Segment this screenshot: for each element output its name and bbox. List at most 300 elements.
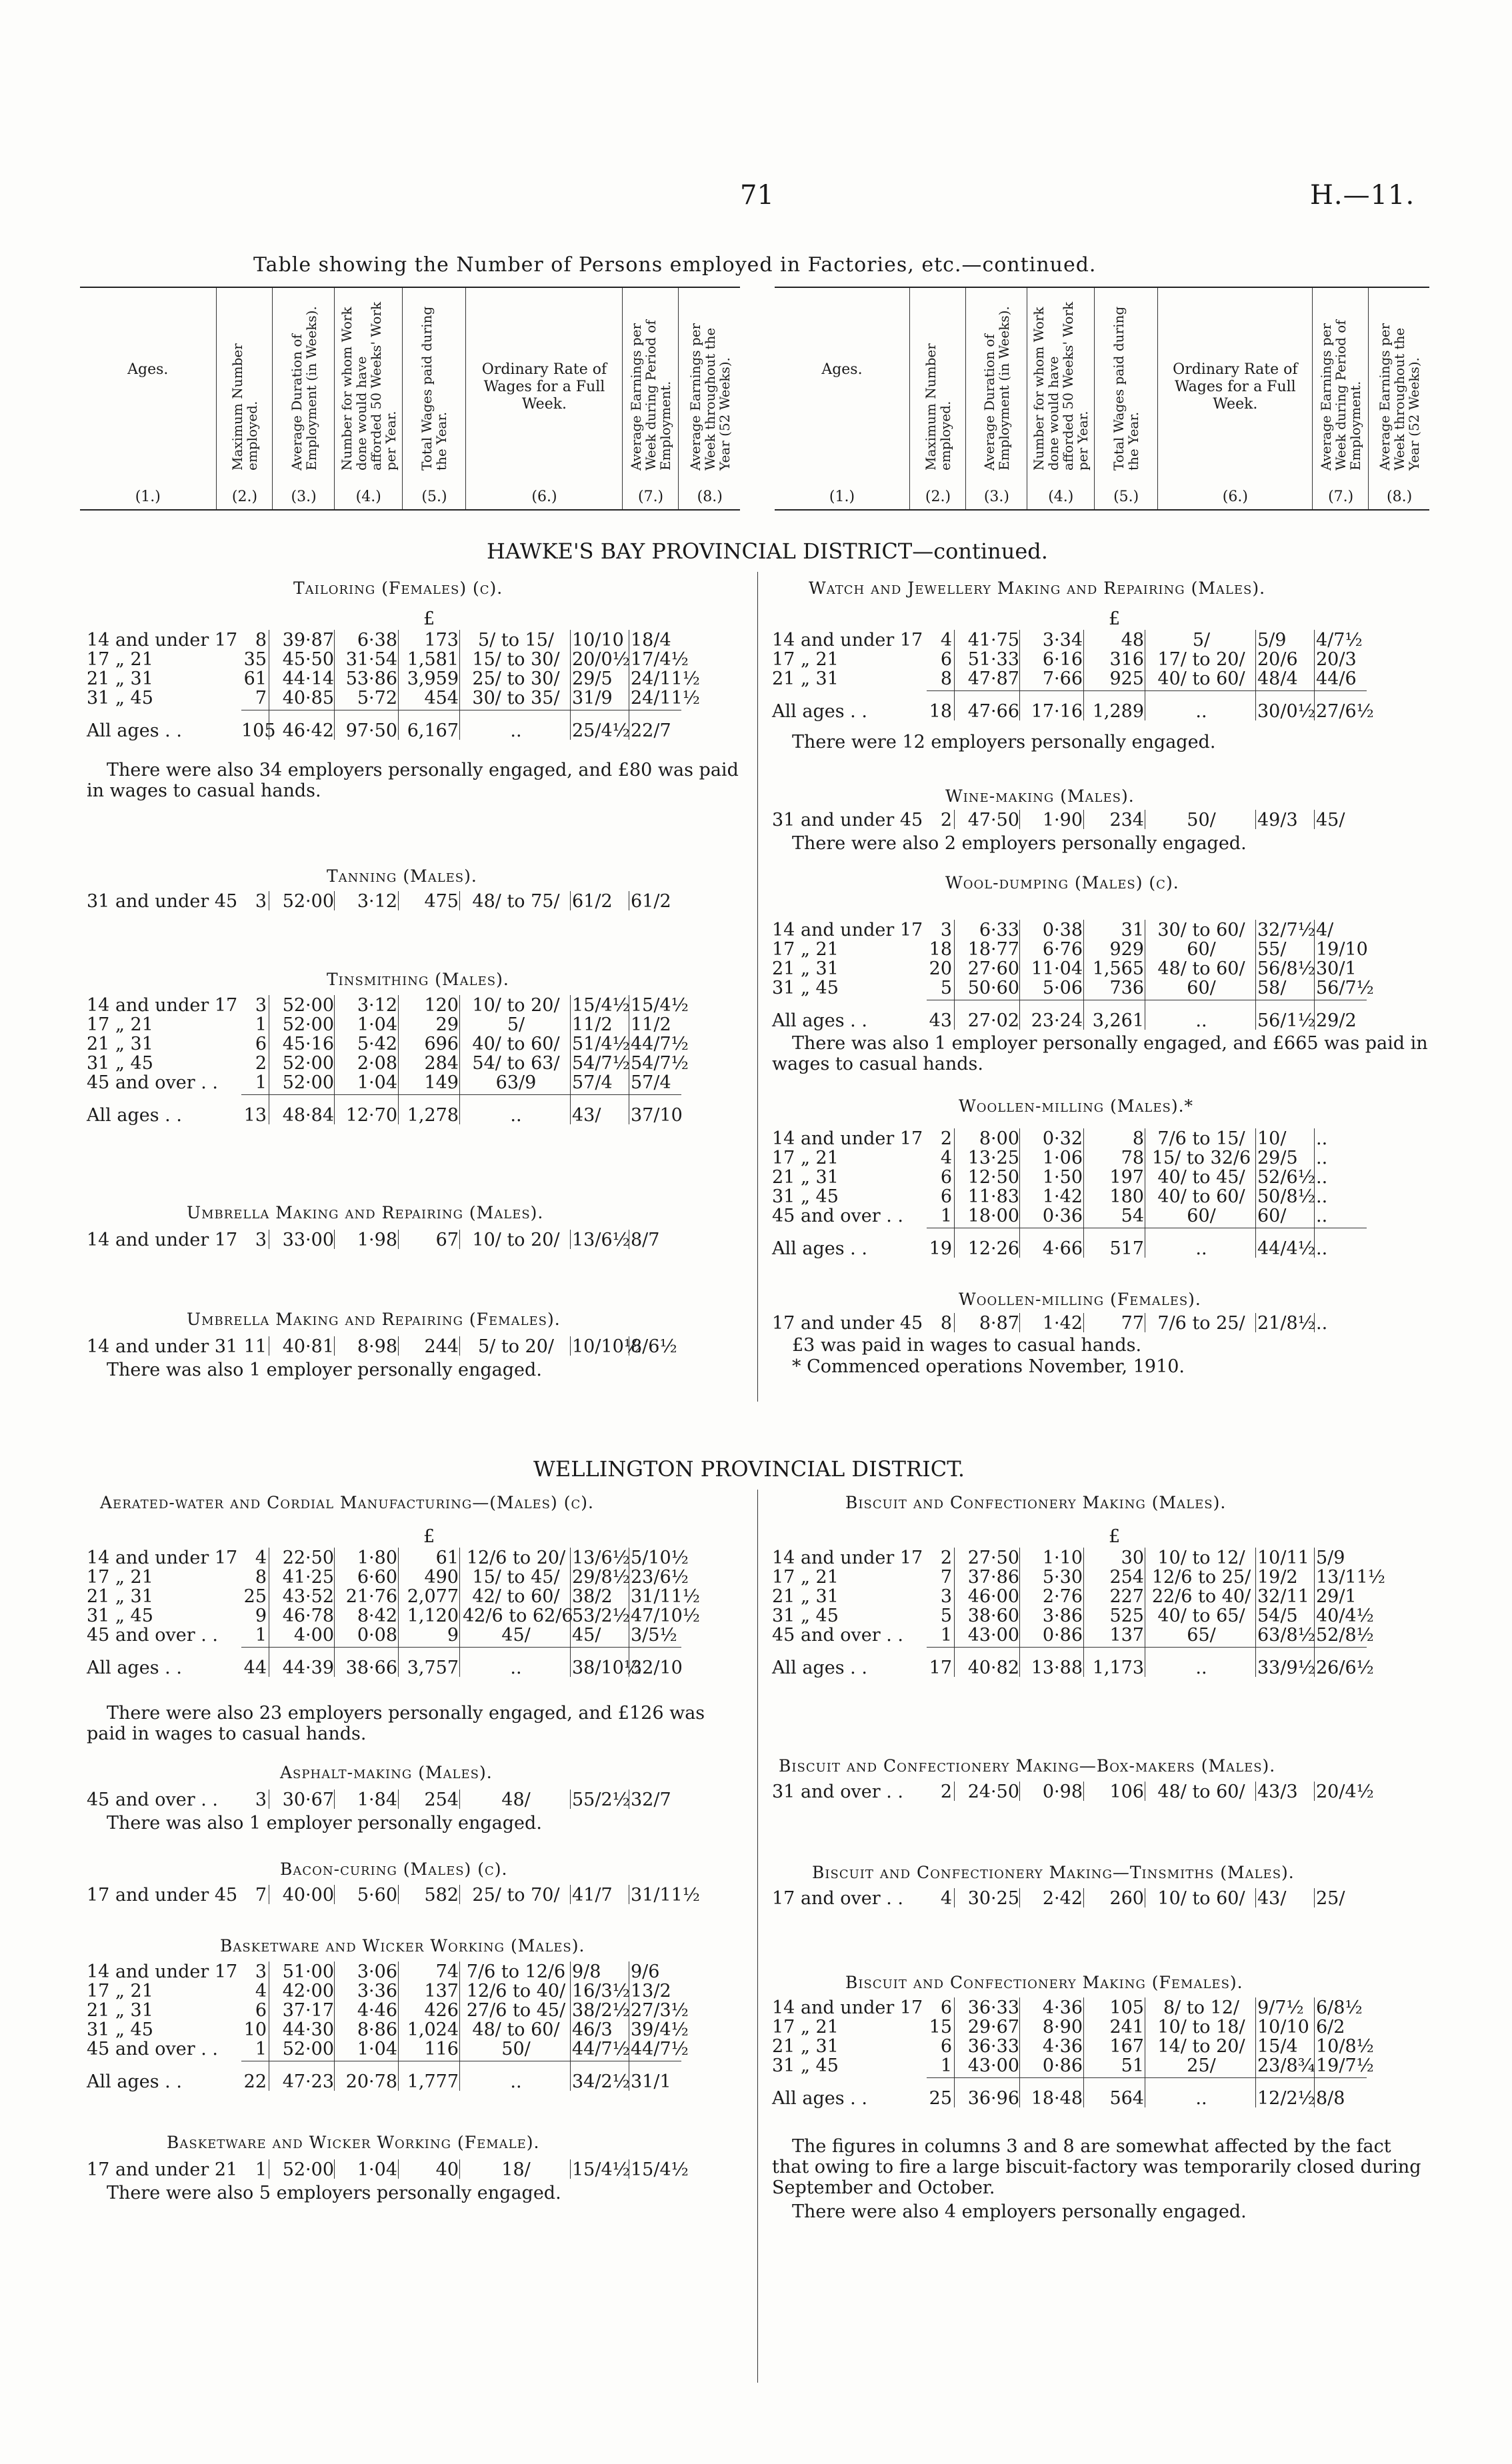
cell-col-2: 9 xyxy=(255,1606,267,1626)
cell-divider xyxy=(1083,630,1084,720)
cell-col-3: 40·00 xyxy=(282,1885,334,1905)
cell-col-1: 14 and under 17 xyxy=(87,995,238,1016)
cell-divider xyxy=(570,1548,571,1677)
cell-col-8: 52/8½ xyxy=(1316,1625,1374,1646)
cell-col-7: 52/6½ xyxy=(1257,1167,1315,1188)
cell-col-4: 20·78 xyxy=(345,2071,397,2092)
header-col-8 xyxy=(1368,288,1430,509)
cell-col-2: 4 xyxy=(255,1548,267,1568)
pound-sign: £ xyxy=(1109,1526,1121,1547)
cell-col-7: 16/3½ xyxy=(572,1981,630,2001)
cell-col-4: 97·50 xyxy=(345,720,397,741)
cell-col-5: 736 xyxy=(1109,978,1144,998)
table-row xyxy=(87,649,687,669)
cell-col-6: 60/ xyxy=(1187,978,1216,998)
table-row xyxy=(87,891,687,911)
cell-col-2: 1 xyxy=(940,2055,952,2076)
cell-col-6: 42/ to 60/ xyxy=(472,1586,560,1607)
cell-col-6: 48/ to 60/ xyxy=(472,2019,560,2040)
cell-col-4: 3·12 xyxy=(357,891,397,912)
column-header-right xyxy=(775,287,1429,511)
cell-col-2: 6 xyxy=(940,1186,952,1207)
cell-col-2: 61 xyxy=(243,668,267,689)
cell-col-4: 5·60 xyxy=(357,1885,397,1905)
cell-col-8: .. xyxy=(1316,1313,1328,1334)
cell-col-2: 4 xyxy=(940,630,952,650)
cell-col-7: 9/8 xyxy=(572,1961,601,1982)
table-row xyxy=(772,1167,1372,1187)
cell-col-1: 17 „ 21 xyxy=(87,1981,153,2001)
cell-col-7: 10/11 xyxy=(1257,1548,1309,1568)
cell-col-7: 15/4½ xyxy=(572,995,630,1016)
cell-col-5: 1,173 xyxy=(1092,1658,1144,1678)
cell-col-2: 8 xyxy=(255,1567,267,1588)
cell-col-4: 4·36 xyxy=(1042,2036,1083,2057)
cell-col-8: 6/2 xyxy=(1316,2017,1345,2037)
header-number: (6.) xyxy=(531,489,557,505)
cell-col-6: 10/ to 18/ xyxy=(1157,2017,1245,2037)
cell-col-5: 525 xyxy=(1109,1606,1144,1626)
total-row xyxy=(772,2088,1372,2108)
cell-col-3: 8·00 xyxy=(979,1128,1019,1149)
cell-divider xyxy=(1314,810,1315,829)
cell-col-7: 38/2½ xyxy=(572,2000,630,2021)
cell-divider xyxy=(459,995,460,1124)
cell-col-7: 12/2½ xyxy=(1257,2088,1315,2109)
cell-col-1: 21 „ 31 xyxy=(87,2000,153,2021)
cell-divider xyxy=(1083,1548,1084,1677)
cell-col-7: 44/4½ xyxy=(1257,1238,1315,1259)
header-number: (8.) xyxy=(697,489,723,505)
cell-col-2: 1 xyxy=(255,1625,267,1646)
total-row xyxy=(87,2071,687,2091)
cell-col-4: 1·04 xyxy=(357,2039,397,2059)
cell-col-8: .. xyxy=(1316,1128,1328,1149)
cell-col-2: 7 xyxy=(255,1885,267,1905)
cell-col-4: 1·84 xyxy=(357,1790,397,1810)
pound-sign: £ xyxy=(423,609,435,629)
cell-col-3: 47·87 xyxy=(967,668,1019,689)
cell-col-8: 29/1 xyxy=(1316,1586,1357,1607)
cell-col-7: 43/ xyxy=(572,1105,601,1126)
cell-col-4: 3·06 xyxy=(357,1961,397,1982)
cell-divider xyxy=(334,1961,335,2091)
cell-col-8: 9/6 xyxy=(631,1961,660,1982)
cell-col-3: 41·75 xyxy=(967,630,1019,650)
cell-col-8: 29/2 xyxy=(1316,1010,1357,1031)
cell-divider xyxy=(1255,1128,1256,1258)
cell-col-5: 564 xyxy=(1109,2088,1144,2109)
cell-col-8: 5/9 xyxy=(1316,1548,1345,1568)
cell-col-3: 18·77 xyxy=(967,939,1019,960)
cell-col-1: 17 „ 21 xyxy=(87,1014,153,1035)
cell-col-5: 48 xyxy=(1121,630,1144,650)
cell-col-1: 21 „ 31 xyxy=(87,1586,153,1607)
cell-col-6: 54/ to 63/ xyxy=(472,1053,560,1074)
cell-col-4: 38·66 xyxy=(345,1658,397,1678)
cell-col-6: .. xyxy=(510,2071,522,2092)
cell-col-8: 5/10½ xyxy=(631,1548,689,1568)
cell-col-7: 43/ xyxy=(1257,1888,1287,1909)
cell-col-7: 23/8¾ xyxy=(1257,2055,1315,2076)
cell-col-7: 38/2 xyxy=(572,1586,613,1607)
table-row xyxy=(87,1034,687,1054)
table-row xyxy=(772,920,1372,940)
cell-col-6: 25/ xyxy=(1187,2055,1216,2076)
cell-col-4: 1·06 xyxy=(1042,1148,1083,1168)
cell-col-2: 3 xyxy=(255,1790,267,1810)
cell-col-4: 1·04 xyxy=(357,2159,397,2180)
table-row xyxy=(87,1586,700,1607)
table-row xyxy=(772,649,1372,669)
header-number: (1.) xyxy=(829,489,855,505)
cell-col-4: 11·04 xyxy=(1031,958,1083,979)
cell-col-2: 8 xyxy=(255,630,267,650)
cell-col-3: 11·83 xyxy=(967,1186,1019,1207)
cell-col-5: 1,565 xyxy=(1092,958,1144,979)
cell-col-1: All ages . . xyxy=(772,1238,867,1259)
cell-divider xyxy=(1019,1782,1020,1801)
cell-col-8: 10/8½ xyxy=(1316,2036,1374,2057)
cell-divider xyxy=(954,1888,955,1907)
cell-col-2: 8 xyxy=(940,668,952,689)
cell-col-1: 45 and over . . xyxy=(87,1790,219,1810)
total-row xyxy=(772,1010,1372,1030)
cell-col-8: 24/11½ xyxy=(631,688,700,708)
note: There were also 34 employers personally engaged, and £80 was paid in wages to casual hands. xyxy=(87,760,739,801)
cell-col-6: 40/ to 60/ xyxy=(472,1034,560,1054)
cell-col-1: 17 and under 45 xyxy=(87,1885,238,1905)
table-row xyxy=(772,1567,1385,1588)
cell-col-5: 1,278 xyxy=(407,1105,459,1126)
header-col-1 xyxy=(775,288,909,509)
cell-col-3: 37·86 xyxy=(967,1567,1019,1588)
cell-col-8: .. xyxy=(1316,1186,1328,1207)
cell-col-1: 14 and under 17 xyxy=(772,1128,923,1149)
table-row xyxy=(772,1206,1372,1226)
header-label: Ages. xyxy=(821,361,863,378)
cell-col-6: 5/ xyxy=(507,1014,525,1035)
cell-col-8: 31/1 xyxy=(631,2071,671,2092)
cell-col-2: 4 xyxy=(255,1981,267,2001)
cell-col-8: 8/7 xyxy=(631,1230,660,1250)
cell-col-8: 56/7½ xyxy=(1316,978,1374,998)
cell-col-7: 10/10 xyxy=(572,630,624,650)
cell-col-5: 517 xyxy=(1109,1238,1144,1259)
table-row xyxy=(772,668,1372,688)
cell-col-6: .. xyxy=(1195,701,1207,722)
cell-col-2: 6 xyxy=(940,1997,952,2018)
table-row xyxy=(772,1782,1372,1802)
cell-col-4: 3·86 xyxy=(1042,1606,1083,1626)
cell-col-4: 31·54 xyxy=(345,649,397,670)
cell-col-8: 19/7½ xyxy=(1316,2055,1374,2076)
cell-col-4: 4·46 xyxy=(357,2000,397,2021)
header-col-1 xyxy=(80,288,216,509)
cell-col-3: 24·50 xyxy=(967,1782,1019,1802)
cell-col-4: 5·72 xyxy=(357,688,397,708)
header-label: Average Earnings per Week during Period of Employment. xyxy=(1318,320,1364,471)
cell-col-3: 52·00 xyxy=(282,995,334,1016)
cell-col-6: 25/ to 70/ xyxy=(472,1885,560,1905)
cell-col-1: 31 „ 45 xyxy=(87,1053,153,1074)
table-row xyxy=(87,1606,700,1626)
cell-col-1: 17 and over . . xyxy=(772,1888,904,1909)
cell-col-4: 0·36 xyxy=(1042,1206,1083,1226)
cell-col-3: 52·00 xyxy=(282,1072,334,1093)
cell-col-8: 32/10 xyxy=(631,1658,683,1678)
table-row xyxy=(87,995,687,1015)
cell-col-3: 13·25 xyxy=(967,1148,1019,1168)
cell-col-8: 23/6½ xyxy=(631,1567,689,1588)
cell-col-2: 3 xyxy=(940,920,952,940)
cell-col-6: 60/ xyxy=(1187,939,1216,960)
cell-col-1: 14 and under 17 xyxy=(87,1548,238,1568)
cell-col-2: 4 xyxy=(940,1148,952,1168)
cell-col-7: 56/1½ xyxy=(1257,1010,1315,1031)
header-number: (3.) xyxy=(291,489,317,505)
cell-col-4: 1·04 xyxy=(357,1072,397,1093)
cell-col-1: 21 „ 31 xyxy=(772,1586,839,1607)
cell-col-7: 30/0½ xyxy=(1257,701,1315,722)
table-row xyxy=(87,1790,687,1810)
cell-col-2: 11 xyxy=(243,1336,267,1357)
cell-divider xyxy=(1255,1997,1256,2107)
cell-col-5: 244 xyxy=(424,1336,459,1357)
cell-col-4: 7·66 xyxy=(1042,668,1083,689)
cell-col-8: 13/2 xyxy=(631,1981,671,2001)
cell-col-7: 45/ xyxy=(572,1625,601,1646)
note: * Commenced operations November, 1910. xyxy=(792,1356,1185,1377)
cell-col-3: 47·23 xyxy=(282,2071,334,2092)
cell-col-2: 6 xyxy=(255,1034,267,1054)
cell-col-5: 9 xyxy=(447,1625,459,1646)
table-row xyxy=(772,1625,1372,1645)
cell-col-3: 43·00 xyxy=(967,2055,1019,2076)
header-number: (5.) xyxy=(1113,489,1139,505)
cell-col-2: 22 xyxy=(243,2071,267,2092)
cell-col-1: 17 „ 21 xyxy=(772,2017,839,2037)
table-row xyxy=(772,1148,1372,1168)
cell-col-8: 8/6½ xyxy=(631,1336,677,1357)
cell-col-1: 31 and under 45 xyxy=(87,891,238,912)
cell-col-7: 34/2½ xyxy=(572,2071,630,2092)
cell-col-1: 14 and under 17 xyxy=(87,1230,238,1250)
cell-divider xyxy=(1083,1782,1084,1801)
cell-col-3: 40·82 xyxy=(967,1658,1019,1678)
cell-col-7: 41/7 xyxy=(572,1885,613,1905)
district-title-hawkes-bay: HAWKE'S BAY PROVINCIAL DISTRICT—continued. xyxy=(487,539,1048,564)
cell-col-3: 52·00 xyxy=(282,891,334,912)
cell-col-2: 2 xyxy=(255,1053,267,1074)
cell-col-1: All ages . . xyxy=(772,701,867,722)
cell-col-7: 10/10 xyxy=(1257,2017,1309,2037)
cell-col-4: 13·88 xyxy=(1031,1658,1083,1678)
cell-col-5: 929 xyxy=(1109,939,1144,960)
cell-col-6: 10/ to 12/ xyxy=(1157,1548,1245,1568)
cell-col-3: 27·60 xyxy=(967,958,1019,979)
cell-col-4: 53·86 xyxy=(345,668,397,689)
cell-col-2: 6 xyxy=(940,649,952,670)
cell-col-3: 8·87 xyxy=(979,1313,1019,1334)
cell-col-6: 45/ xyxy=(501,1625,531,1646)
cell-col-1: 14 and under 17 xyxy=(772,1997,923,2018)
table-row xyxy=(87,1567,687,1587)
header-label: Total Wages paid during the Year. xyxy=(419,306,450,471)
cell-col-1: 17 „ 21 xyxy=(87,1567,153,1588)
section-title: Basketware and Wicker Working (Female). xyxy=(167,2133,540,2152)
table-row xyxy=(772,939,1372,959)
page-number: 71 xyxy=(740,180,774,211)
cell-divider xyxy=(398,1961,399,2091)
cell-col-5: 696 xyxy=(424,1034,459,1054)
cell-divider xyxy=(334,2159,335,2179)
cell-divider xyxy=(398,1885,399,1904)
cell-col-4: 8·86 xyxy=(357,2019,397,2040)
cell-col-3: 44·39 xyxy=(282,1658,334,1678)
cell-col-7: 32/11 xyxy=(1257,1586,1309,1607)
cell-divider xyxy=(570,630,571,740)
cell-col-1: 21 „ 31 xyxy=(772,668,839,689)
cell-col-3: 33·00 xyxy=(282,1230,334,1250)
cell-divider xyxy=(1255,1888,1256,1907)
section-title: Biscuit and Confectionery Making (Females). xyxy=(845,1973,1243,1992)
cell-col-2: 18 xyxy=(929,939,952,960)
cell-col-2: 13 xyxy=(243,1105,267,1126)
note: There was also 1 employer personally engaged. xyxy=(107,1813,542,1834)
cell-col-3: 52·00 xyxy=(282,1014,334,1035)
cell-divider xyxy=(459,1548,460,1677)
cell-col-4: 0·86 xyxy=(1042,2055,1083,2076)
cell-divider xyxy=(334,630,335,740)
cell-col-6: 12/6 to 20/ xyxy=(466,1548,566,1568)
cell-col-4: 5·30 xyxy=(1042,1567,1083,1588)
header-label: Average Duration of Employment (in Weeks). xyxy=(981,306,1012,471)
cell-divider xyxy=(954,1548,955,1677)
table-row xyxy=(87,688,700,708)
cell-col-3: 47·50 xyxy=(967,810,1019,830)
cell-col-4: 1·10 xyxy=(1042,1548,1083,1568)
header-label: Average Earnings per Week throughout the Year (52 Weeks). xyxy=(1377,323,1423,471)
note: There were also 2 employers personally engaged. xyxy=(792,833,1247,854)
cell-col-3: 47·66 xyxy=(967,701,1019,722)
cell-divider xyxy=(1019,1888,1020,1907)
cell-col-5: 77 xyxy=(1121,1313,1144,1334)
cell-divider xyxy=(459,1961,460,2091)
cell-col-8: 32/7 xyxy=(631,1790,671,1810)
cell-col-8: 47/10½ xyxy=(631,1606,700,1626)
cell-col-8: 30/1 xyxy=(1316,958,1357,979)
cell-divider xyxy=(398,1790,399,1809)
cell-col-7: 10/10½ xyxy=(572,1336,641,1357)
cell-col-4: 12·70 xyxy=(345,1105,397,1126)
table-row xyxy=(87,2019,687,2039)
cell-col-8: .. xyxy=(1316,1206,1328,1226)
cell-col-6: .. xyxy=(1195,1238,1207,1259)
cell-divider xyxy=(1255,630,1256,720)
header-label: Number for whom Work done would have afforded 50 Weeks' Work per Year. xyxy=(338,301,399,471)
header-number: (4.) xyxy=(1048,489,1074,505)
cell-divider xyxy=(334,995,335,1124)
cell-col-7: 5/9 xyxy=(1257,630,1287,650)
header-number: (2.) xyxy=(925,489,951,505)
cell-col-8: 15/4½ xyxy=(631,2159,689,2180)
cell-col-6: 17/ to 20/ xyxy=(1157,649,1245,670)
note: There were 12 employers personally engaged. xyxy=(792,732,1216,752)
cell-col-1: 45 and over . . xyxy=(87,1625,219,1646)
cell-col-7: 38/10½ xyxy=(572,1658,641,1678)
cell-col-1: All ages . . xyxy=(772,2088,867,2109)
cell-col-6: 18/ xyxy=(501,2159,531,2180)
cell-divider xyxy=(1083,1128,1084,1258)
cell-col-8: 39/4½ xyxy=(631,2019,689,2040)
cell-divider xyxy=(398,2159,399,2179)
cell-col-5: 1,120 xyxy=(407,1606,459,1626)
column-divider xyxy=(757,1490,758,2383)
cell-col-2: 6 xyxy=(940,2036,952,2057)
section-title: Watch and Jewellery Making and Repairing (Males). xyxy=(809,579,1266,598)
header-label: Ages. xyxy=(127,361,169,378)
cell-col-1: 17 „ 21 xyxy=(772,939,839,960)
cell-col-8: .. xyxy=(1316,1167,1328,1188)
cell-col-3: 4·00 xyxy=(293,1625,334,1646)
cell-divider xyxy=(459,1230,460,1249)
header-label: Maximum Number employed. xyxy=(922,343,953,471)
cell-col-6: 10/ to 20/ xyxy=(472,995,560,1016)
cell-col-3: 46·78 xyxy=(282,1606,334,1626)
cell-col-7: 20/0½ xyxy=(572,649,630,670)
table-row xyxy=(87,1053,687,1073)
district-title-wellington: WELLINGTON PROVINCIAL DISTRICT. xyxy=(533,1456,965,1482)
section-title: Wine-making (Males). xyxy=(945,786,1135,806)
cell-divider xyxy=(1314,920,1315,1030)
cell-divider xyxy=(570,1885,571,1904)
cell-col-4: 1·98 xyxy=(357,1230,397,1250)
cell-col-1: 21 „ 31 xyxy=(87,668,153,689)
cell-col-7: 10/ xyxy=(1257,1128,1287,1149)
cell-col-5: 475 xyxy=(424,891,459,912)
section-title: Tailoring (Females) (c). xyxy=(293,579,503,598)
cell-col-5: 167 xyxy=(1109,2036,1144,2057)
cell-col-4: 0·38 xyxy=(1042,920,1083,940)
cell-col-7: 25/4½ xyxy=(572,720,630,741)
cell-col-8: .. xyxy=(1316,1238,1328,1259)
cell-col-1: 21 „ 31 xyxy=(772,958,839,979)
cell-col-1: All ages . . xyxy=(772,1658,867,1678)
cell-col-4: 4·66 xyxy=(1042,1238,1083,1259)
cell-col-2: 1 xyxy=(255,1072,267,1093)
cell-col-1: 14 and under 17 xyxy=(772,1548,923,1568)
cell-col-6: 30/ to 60/ xyxy=(1157,920,1245,940)
cell-col-4: 3·36 xyxy=(357,1981,397,2001)
header-number: (7.) xyxy=(1328,489,1354,505)
header-number: (2.) xyxy=(231,489,258,505)
section-title: Woollen-milling (Females). xyxy=(959,1290,1201,1309)
header-col-5 xyxy=(1094,288,1158,509)
section-title: Umbrella Making and Repairing (Females). xyxy=(187,1310,561,1329)
cell-col-5: 40 xyxy=(435,2159,459,2180)
cell-col-2: 2 xyxy=(940,1548,952,1568)
section-title: Biscuit and Confectionery Making—Tinsmiths (Males). xyxy=(812,1863,1295,1882)
cell-col-8: 57/4 xyxy=(631,1072,671,1093)
cell-divider xyxy=(1019,1997,1020,2107)
section-title: Aerated-water and Cordial Manufacturing—(Males) (c). xyxy=(100,1493,594,1512)
cell-col-3: 52·00 xyxy=(282,1053,334,1074)
cell-col-1: 31 „ 45 xyxy=(772,2055,839,2076)
cell-col-4: 23·24 xyxy=(1031,1010,1083,1031)
cell-col-5: 67 xyxy=(435,1230,459,1250)
cell-divider xyxy=(1255,1548,1256,1677)
